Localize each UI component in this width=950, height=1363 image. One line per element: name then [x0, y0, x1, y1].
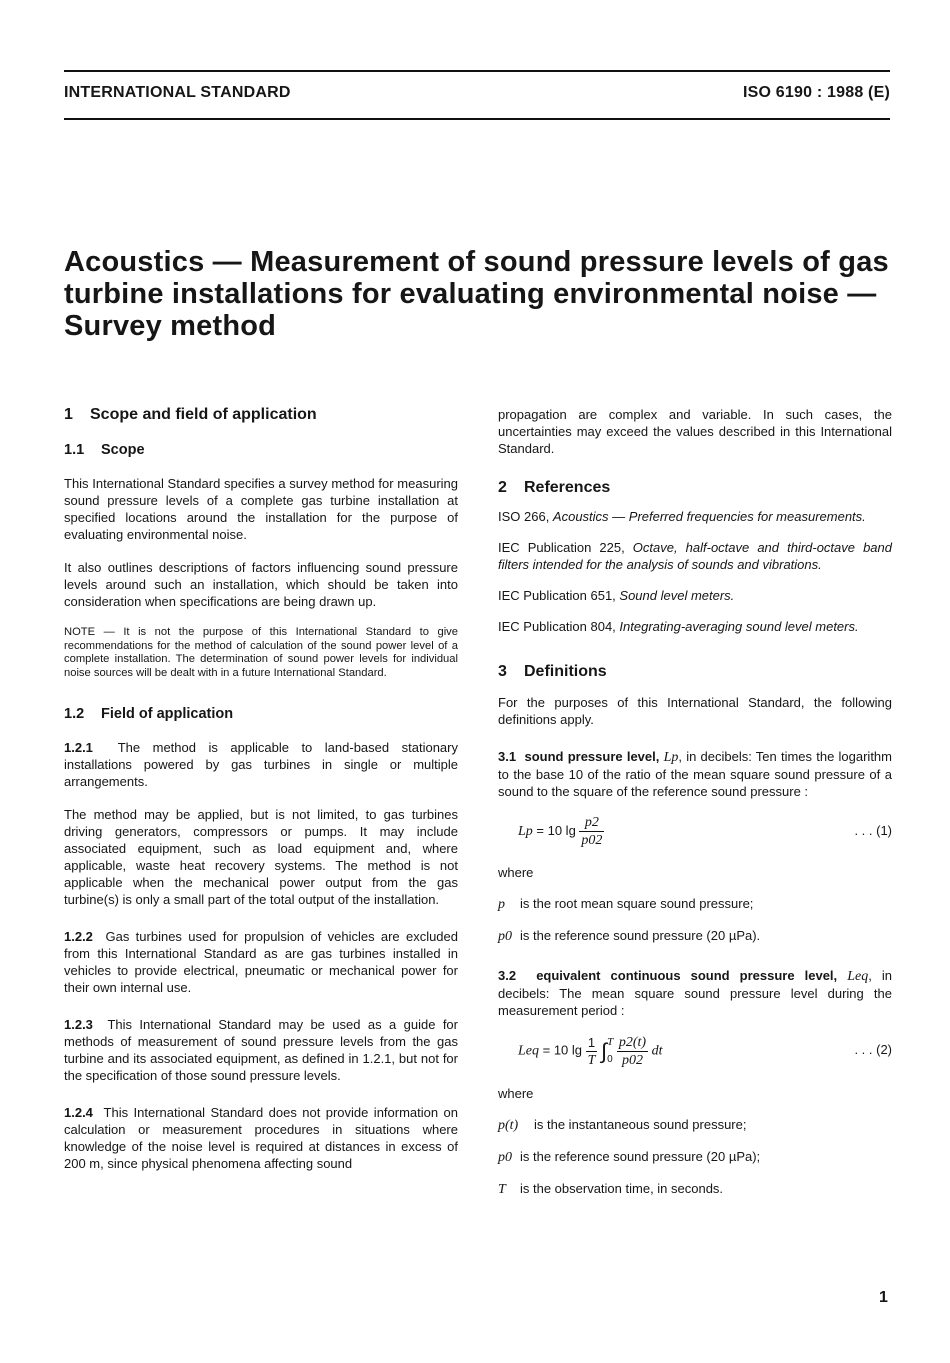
paragraph: This International Standard specifies a survey method for measuring sound pressure levels of a complete gas turbine installation at specified locations around the installation for the purpose of evaluating environmental noise. — [64, 476, 458, 542]
section-number: 2 — [498, 479, 507, 496]
right-column — [498, 406, 892, 1198]
document-title: Acoustics — Measurement of sound pressure levels of gas turbine installations for evaluating environmental noise — Survey method — [64, 246, 889, 342]
where-label: where — [498, 865, 534, 880]
symbol-definition: p0 is the reference sound pressure (20 µPa). — [498, 928, 761, 944]
section-number: 3 — [498, 663, 507, 680]
where-label: where — [498, 1086, 534, 1101]
section-title: Definitions — [524, 663, 607, 680]
paragraph — [64, 1016, 458, 1084]
paragraph — [64, 1104, 458, 1172]
symbol-definition: p(t) is the instantaneous sound pressure; — [498, 1117, 747, 1133]
section-number: 1 — [64, 406, 73, 423]
paragraph: For the purposes of this International Standard, the following definitions apply. — [498, 695, 892, 727]
equation-2: Leq = 10 lg $\frac{1}{T}$ ∫ T 0 $\frac{p2(t)}{p02}$ dt . . . (2) — [518, 1034, 892, 1068]
reference-item: IEC Publication 804, Integrating-averaging sound level meters. — [498, 619, 859, 634]
section-number: 1.2 — [64, 706, 85, 722]
header-left: INTERNATIONAL STANDARD — [64, 84, 291, 101]
clause-number: 1.2.1 — [64, 740, 93, 755]
reference-item: IEC Publication 225, Octave, half-octave and third-octave band filters intended for the analysis of sounds and vibrations. — [498, 540, 892, 572]
symbol-definition: p0 is the reference sound pressure (20 µPa); — [498, 1149, 761, 1165]
header-rule — [64, 118, 890, 120]
paragraph: The method may be applied, but is not limited, to gas turbines driving generators, compressors or pumps. It may include associated equipment, such as load equipment and, where applicable, waste heat recovery systems. The method is not applicable when the mechanical power output from the gas turbine(s) is only a small part of the total output of the installation. — [64, 807, 458, 907]
equation-number: . . . (1) — [854, 823, 892, 838]
equation-1: Lp = 10 lg $\frac{p2}{p02}$ . . . (1) — [518, 815, 892, 848]
clause-number: 1.2.4 — [64, 1105, 93, 1120]
definition-3-2: 3.2 equivalent continuous sound pressure level, Leq, in decibels: The mean square sound pressure level during the measurement period : — [498, 968, 893, 1018]
section-1-heading — [64, 406, 458, 423]
section-title: Scope — [101, 442, 145, 458]
clause-number: 1.2.2 — [64, 929, 93, 944]
left-column — [64, 406, 458, 1172]
reference-item: IEC Publication 651, Sound level meters. — [498, 588, 735, 603]
clause-number: 1.2.3 — [64, 1017, 93, 1032]
section-title: References — [524, 479, 611, 496]
definition-3-1: 3.1 sound pressure level, Lp, in decibels: Ten times the logarithm to the base 10 of the ratio of the mean square sound pressure of a sound to the square of the reference sound pressure : — [498, 749, 892, 799]
section-1-2-heading — [64, 706, 458, 723]
section-1-1-heading — [64, 442, 458, 459]
paragraph — [64, 928, 458, 996]
symbol-definition: p is the root mean square sound pressure; — [498, 896, 754, 912]
note: NOTE — It is not the purpose of this International Standard to give recommendations for the method of calculation of the sound power level of a complete installation. The determination of sound power levels for individual noise sources will be dealt with in a future International Standard. — [64, 626, 458, 679]
paragraph: propagation are complex and variable. In such cases, the uncertainties may exceed the values described in this International Standard. — [498, 407, 892, 456]
section-title: Scope and field of application — [90, 406, 317, 423]
paragraph: It also outlines descriptions of factors influencing sound pressure levels around such an installation, which should be taken into consideration when specifications are being drawn up. — [64, 560, 458, 609]
page-number: 1 — [879, 1289, 888, 1306]
symbol-definition: T is the observation time, in seconds. — [498, 1181, 724, 1197]
header-right: ISO 6190 : 1988 (E) — [743, 84, 890, 101]
section-3-heading — [498, 663, 892, 680]
clause-text: The method is applicable to land-based stationary installations powered by gas turbines in single or multiple arrangements. — [64, 740, 458, 789]
equation-number: . . . (2) — [854, 1042, 892, 1057]
top-rule — [64, 70, 890, 72]
clause-text: This International Standard does not provide information on calculation or measurement procedures in situations where knowledge of the noise level is required at distances in excess of 200 m, since physical phenomena affecting sound — [64, 1105, 458, 1171]
clause-text: Gas turbines used for propulsion of vehicles are excluded from this International Standard as are gas turbines installed in vehicles to provide electrical, pneumatic or mechanical power for their own internal use. — [64, 929, 458, 995]
clause-text: This International Standard may be used as a guide for methods of measurement of sound pressure levels from the gas turbine and its associated equipment, as defined in 1.2.1, but not for the specification of those sound pressure levels. — [64, 1017, 458, 1083]
section-2-heading — [498, 479, 892, 496]
section-number: 1.1 — [64, 442, 85, 458]
paragraph — [64, 739, 458, 790]
section-title: Field of application — [101, 706, 234, 722]
reference-item: ISO 266, Acoustics — Preferred frequencies for measurements. — [498, 509, 866, 524]
